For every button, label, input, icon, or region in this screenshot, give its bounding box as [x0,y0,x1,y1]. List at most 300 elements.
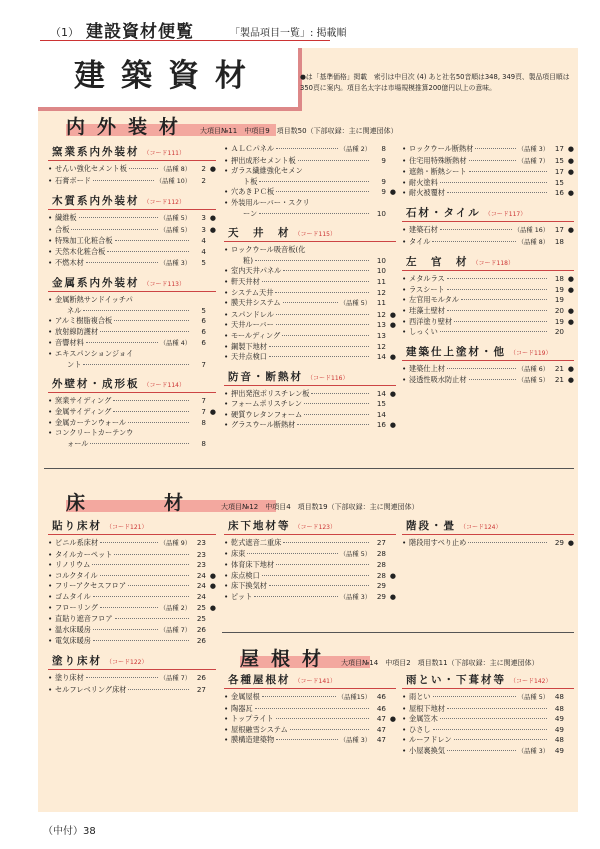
list-item [48,225,216,237]
bullet-icon: • [224,197,229,207]
leader-dots [128,422,189,423]
bullet-icon: • [224,724,229,734]
list-item [224,266,396,277]
item-label: 天然木化粧合板 [55,246,106,256]
list-item [48,407,216,418]
section-divider [44,468,574,469]
item-page: 14 [376,352,386,362]
item-page: 29 [376,581,386,591]
leader-dots [283,270,369,271]
bullet-icon: • [48,672,53,682]
bullet-icon: • [224,166,229,176]
bullet-icon: • [402,274,407,284]
price-mark: ● [567,275,574,284]
item-page: 20 [554,327,564,337]
leader-dots [93,596,189,597]
item-label: 耐火塗料 [409,177,438,187]
item-variety-count: （品種 16） [513,226,549,234]
item-page: 2 [201,164,206,173]
leader-dots [440,718,547,719]
section-code: （コード141） [294,678,336,685]
bullet-icon: • [48,337,53,347]
list-item [224,277,396,288]
item-page: 9 [381,176,386,186]
list-item [402,327,574,338]
leader-dots [100,575,189,576]
item-variety-count: （品種 8） [517,238,549,246]
leader-dots [283,542,369,543]
item-label: 電気床暖房 [55,636,91,646]
product-section [402,144,574,199]
item-label: 金属断熱サンドイッチパ [55,295,133,305]
list-item [224,288,396,299]
item-variety-count: （品種 3） [517,146,549,153]
item-label: ＡＬＣパネル [231,144,275,153]
list-item [48,685,216,696]
item-label: 外装用ルーバー・スクリ [231,197,310,207]
list-item [48,236,216,247]
list-item [224,209,396,220]
item-page: 27 [196,684,206,694]
leader-dots [440,182,547,183]
category-meta: 大項目№14 中項目2 項目数11（下部収録：主に関連団体） [341,659,539,667]
list-item [224,581,396,592]
list-item [48,247,216,258]
item-page: 29 [554,538,564,547]
list-item [48,306,216,317]
item-label: 乾式遮音二重床 [231,538,282,547]
bullet-icon: • [224,144,229,153]
list-item [224,166,396,177]
item-label: フリーアクセスフロア [55,581,127,591]
item-page: 14 [376,388,386,398]
item-label: ーン [243,208,258,218]
product-section [224,369,396,431]
bullet-icon: • [402,295,407,305]
price-mark: ● [389,592,396,601]
leader-dots [128,585,189,586]
item-variety-count: （品種 5） [339,300,371,308]
list-item [224,177,396,188]
price-mark: ● [209,225,216,234]
bullet-icon: • [224,538,229,547]
bullet-icon: • [402,724,407,734]
item-label: エキスパンションジョイ [55,349,134,359]
bullet-icon: • [48,246,53,256]
list-item [402,364,574,376]
section-code: （コード118） [472,260,514,268]
section-heading [402,672,574,689]
leader-dots [469,171,547,172]
price-mark: ● [389,571,396,580]
product-section [48,144,216,187]
product-section [224,144,396,219]
section-heading [48,376,216,393]
item-label: 音響材料 [55,337,84,347]
item-page: 29 [376,591,386,601]
item-label: タイル [409,236,431,246]
item-label: 屋根融雪システム [231,724,288,734]
bullet-icon: • [402,284,407,294]
item-page: 26 [196,636,206,646]
item-page: 12 [376,287,386,297]
product-section [224,672,396,747]
price-mark: ● [567,539,574,547]
leader-dots [83,364,189,365]
item-variety-count: （品種 7） [159,674,191,682]
item-label: 浸透性吸水防止材 [409,375,467,385]
item-page: 15 [554,155,564,165]
section-code: （コード122） [106,658,148,666]
item-label: ロックウール断熱材 [409,144,474,153]
leader-dots [113,411,189,412]
item-label: 鋼製下地材 [231,341,267,351]
item-label: ロックウール吸音板(化 [231,245,306,255]
leader-dots [100,607,158,608]
item-page: 16 [376,420,386,430]
leader-dots [114,554,189,555]
item-page: 19 [554,295,564,305]
list-item [48,349,216,360]
list-item [224,560,396,571]
bullet-icon: • [224,703,229,713]
section-heading [224,518,396,535]
item-page: 48 [554,735,564,745]
item-page: 18 [554,274,564,284]
section-title: 雨とい・下葺材等 [406,674,506,686]
item-page: 47 [376,735,386,745]
category-name: 床 材 [66,492,214,514]
item-page: 2 [201,175,206,185]
item-page: 24 [196,581,206,591]
item-label: メタルラス [409,274,445,284]
item-label: 直貼り遮音フロア [55,614,113,624]
list-item [402,144,574,156]
bullet-icon: • [224,341,229,351]
leader-dots [447,708,547,709]
list-item [402,167,574,178]
item-label: 軒天井材 [231,276,260,286]
bullet-icon: • [224,245,229,255]
section-code: （コード116） [307,374,349,382]
list-item [224,298,396,310]
section-code: （コード114） [143,382,185,390]
item-label: 住宅用特殊断熱材 [409,155,467,165]
list-item [224,549,396,561]
section-title: 金属系内外装材 [52,277,140,290]
leader-dots [255,260,369,261]
section-heading [402,205,574,222]
leader-dots [107,251,189,252]
item-page: 49 [554,724,564,734]
bullet-icon: • [402,305,407,315]
list-item [48,571,216,582]
bullet-icon: • [402,224,407,234]
bullet-icon: • [402,144,407,153]
item-variety-count: （品種 5） [339,550,371,558]
list-item [224,352,396,363]
bullet-icon: • [48,257,53,267]
bullet-icon: • [224,155,229,165]
bullet-icon: • [224,399,229,409]
list-item [48,538,216,550]
section-title: 建築仕上塗材・他 [406,345,506,358]
leader-dots [282,335,369,336]
section-title: 窯業系内外装材 [52,146,140,158]
category-meta: 大項目№11 中項目9 項目数50（下部収録：主に関連団体） [200,127,398,135]
product-section [48,376,216,449]
leader-dots [275,292,369,293]
section-title: 各種屋根材 [228,674,291,686]
column [224,518,396,610]
leader-dots [440,331,547,332]
item-variety-count: （品種 2） [159,604,191,612]
bullet-icon: • [48,224,53,234]
list-item [402,714,574,725]
bullet-icon: • [48,349,53,359]
item-variety-count: （品種 9） [159,540,191,547]
item-page: 3 [201,213,206,223]
list-item [48,327,216,338]
leader-dots [304,414,369,415]
list-item [224,592,396,604]
section-heading [48,144,216,161]
column [48,144,216,455]
item-page: 8 [201,438,206,448]
item-page: 11 [376,276,386,286]
item-page: 9 [381,187,386,197]
item-page: 24 [196,591,206,601]
leader-dots [276,739,338,740]
item-label: ビニル系床材 [55,538,99,547]
bullet-icon: • [48,396,53,406]
list-item [402,375,574,387]
bullet-icon: • [402,167,407,177]
section-divider [222,632,574,633]
list-item [402,317,574,328]
item-variety-count: （品種 5） [159,226,191,234]
item-label: 建築仕上材 [409,363,445,373]
column [402,518,574,555]
item-page: 4 [201,246,206,256]
column [224,144,396,437]
section-code: （コード111） [143,150,185,157]
list-item [48,673,216,685]
item-page: 27 [376,538,386,547]
leader-dots [269,585,369,586]
item-page: 17 [554,224,564,234]
product-section [224,225,396,363]
section-code: （コード113） [143,281,185,289]
item-page: 28 [376,548,386,558]
price-mark: ● [209,582,216,591]
list-item [224,704,396,715]
price-mark: ● [389,188,396,197]
list-item [402,306,574,317]
item-page: 25 [196,614,206,624]
list-item [48,592,216,603]
price-mark: ● [389,389,396,398]
section-heading [402,344,574,361]
section-heading [48,193,216,210]
section-heading [224,672,396,689]
item-label: 西洋塗り壁材 [409,316,453,326]
item-label: 金属屋根 [231,692,260,701]
item-label: ント [67,359,82,369]
item-label: 金属サイディング [55,406,112,416]
leader-dots [92,564,189,565]
bullet-icon: • [224,420,229,430]
leader-dots [447,310,547,311]
bullet-icon: • [48,316,53,326]
bullet-icon: • [48,549,53,559]
item-variety-count: （品種 3） [159,259,191,267]
item-page: 14 [376,409,386,419]
item-page: 49 [554,745,564,755]
bullet-icon: • [402,745,407,755]
section-title: 貼り床材 [52,520,102,532]
item-label: ォール [67,438,89,448]
list-item [402,237,574,249]
item-variety-count: （品種 5） [517,377,549,385]
category-name: 屋根材 [240,648,334,670]
bullet-icon: • [402,155,407,165]
leader-dots [254,596,338,597]
item-label: リノリウム [55,560,91,570]
item-variety-count: （品種 3） [339,737,371,745]
item-page: 11 [376,298,386,308]
list-item [48,176,216,188]
column [402,144,574,393]
item-label: せんい強化セメント板 [55,164,127,173]
column [402,672,574,764]
section-code: （コード112） [143,199,185,207]
item-variety-count: （品種 4） [159,339,191,347]
bullet-icon: • [48,213,53,223]
list-item [224,714,396,725]
item-page: 26 [196,624,206,634]
item-label: フォームポリスチレン [231,399,302,409]
section-heading [402,518,574,535]
page-number: （1） [50,26,79,39]
bullet-icon: • [224,548,229,558]
list-item [48,614,216,625]
item-label: 押出成形セメント板 [231,155,296,165]
product-section [402,205,574,248]
item-label: 塗り床材 [55,672,84,682]
bullet-icon: • [224,298,229,308]
column [224,672,396,753]
list-item [224,735,396,747]
leader-dots [86,342,158,343]
leader-dots [93,180,154,181]
leader-dots [276,718,369,719]
bullet-icon: • [48,295,53,305]
leader-dots [255,708,369,709]
item-label: 繊維板 [55,213,77,223]
price-mark: ● [567,285,574,294]
leader-dots [83,310,189,311]
leader-dots [114,320,189,321]
item-label: 放射線防護材 [55,326,99,336]
column [48,518,216,701]
item-page: 16 [554,188,564,198]
item-page: 25 [196,602,206,612]
item-page: 23 [196,538,206,547]
item-variety-count: （品種 6） [517,365,549,373]
item-label: 階段用すべり止め [409,538,467,547]
list-item [48,316,216,327]
list-item [48,360,216,371]
leader-dots [86,677,158,678]
product-section [48,193,216,269]
bullet-icon: • [402,177,407,187]
item-label: 硬質ウレタンフォーム [231,409,303,419]
section-heading [48,275,216,292]
item-page: 6 [201,316,206,326]
section-title: 木質系内外装材 [52,195,140,208]
list-item [402,178,574,189]
leader-dots [100,542,158,543]
item-label: ルーフドレン [409,735,452,745]
item-variety-count: （品種 7） [517,157,549,165]
bullet-icon: • [48,624,53,634]
bullet-icon: • [224,735,229,745]
bullet-icon: • [224,388,229,398]
category-floor [66,488,419,515]
list-item [402,538,574,549]
list-item [48,550,216,561]
price-mark: ● [567,145,574,153]
leader-dots [433,696,516,697]
bullet-icon: • [48,614,53,624]
bullet-icon: • [48,570,53,580]
item-page: 19 [554,284,564,294]
item-page: 18 [554,236,564,246]
list-item [48,625,216,637]
section-title: 階段・畳 [406,520,456,532]
item-page: 5 [201,257,206,267]
bullet-icon: • [224,330,229,340]
item-page: 13 [376,320,386,330]
list-item [402,295,574,306]
bullet-icon: • [48,236,53,246]
item-label: 石膏ボード [55,175,91,185]
category-roof [240,644,539,671]
leader-dots [276,148,338,149]
item-page: 24 [196,570,206,580]
item-variety-count: （品種 5） [159,215,191,223]
item-label: 左官用モルタル [409,295,460,305]
bullet-icon: • [402,236,407,246]
item-label: 膜構造建築物 [231,735,275,745]
list-item [224,245,396,256]
leader-dots [276,564,369,565]
list-item [224,420,396,431]
section-title: 塗り床材 [52,654,102,667]
item-label: 合板 [55,224,70,234]
leader-dots [311,393,369,394]
bullet-icon: • [224,581,229,591]
item-page: 48 [554,692,564,701]
leader-dots [86,262,158,263]
item-page: 28 [376,560,386,570]
list-item [48,603,216,615]
bullet-icon: • [224,287,229,297]
item-page: 7 [201,406,206,416]
product-section [402,344,574,387]
list-item [224,331,396,342]
